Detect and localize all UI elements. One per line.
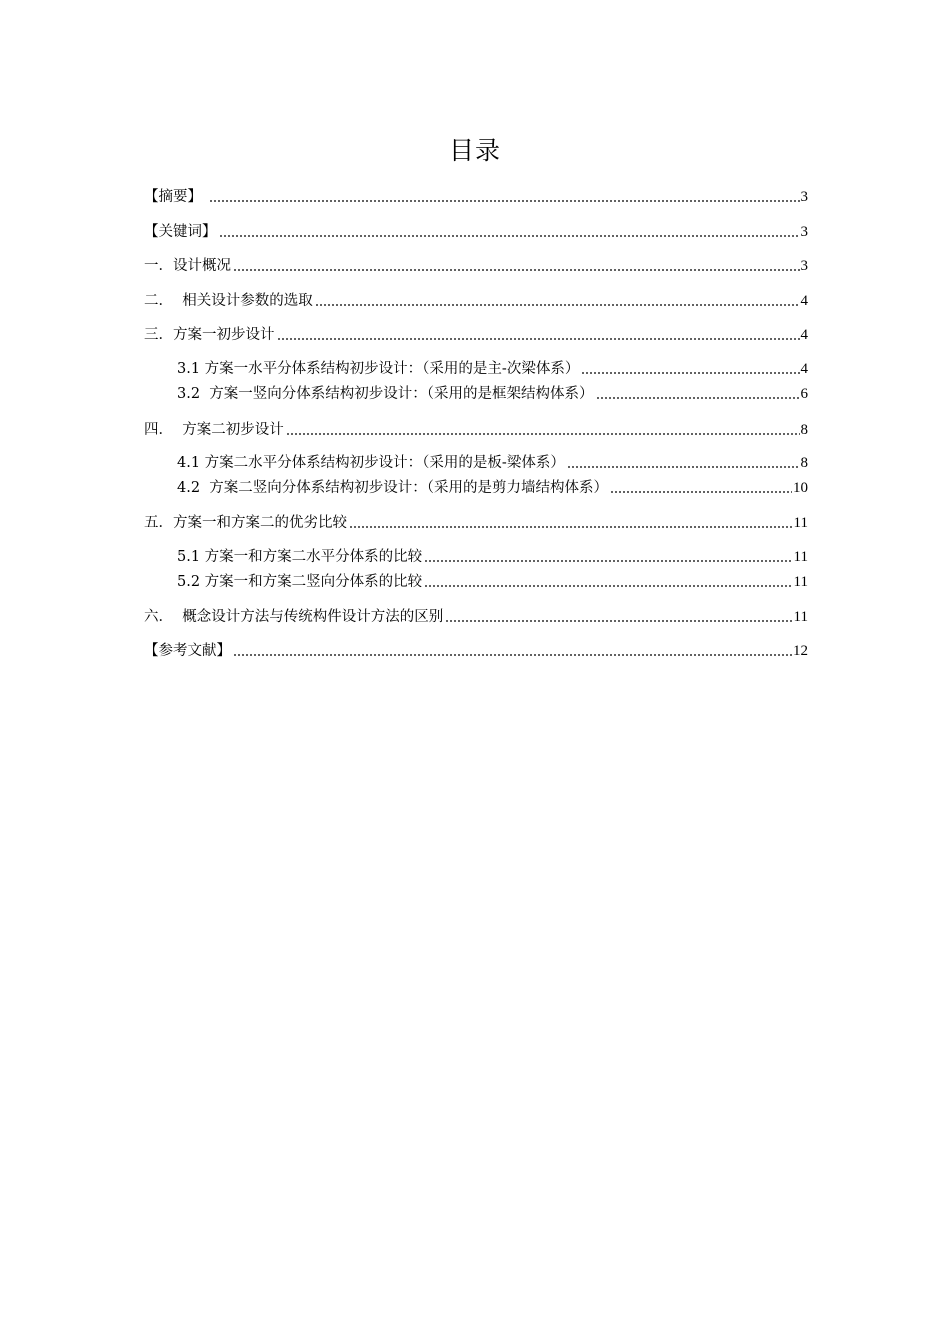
dot-leader: [219, 234, 800, 238]
toc-entry-label: 一．设计概况: [144, 258, 231, 274]
toc-entry-label: 四． 方案二初步设计: [144, 422, 284, 438]
toc-entry-label: 4.2 方案二竖向分体系结构初步设计：（采用的是剪力墙结构体系）: [177, 480, 609, 496]
toc-entry-section-3[interactable]: [144, 323, 808, 345]
dot-leader: [581, 371, 799, 375]
dot-leader: [277, 337, 800, 341]
toc-entry-label: 六． 概念设计方法与传统构件设计方法的区别: [144, 609, 444, 625]
toc-entry-page: 3: [800, 258, 808, 274]
toc-entry-label: 【摘要】: [144, 189, 207, 205]
toc-entry-page: 12: [793, 643, 808, 659]
toc-entry-label: 三．方案一初步设计: [144, 327, 275, 343]
dot-leader: [424, 559, 792, 563]
toc-entry-label: 【关键词】: [144, 224, 217, 240]
toc-entry-page: 4: [800, 361, 808, 377]
toc-entry-page: 3: [800, 224, 808, 240]
toc-entry-label: 3.2 方案一竖向分体系结构初步设计：（采用的是框架结构体系）: [177, 386, 594, 402]
toc-entry-section-3-1[interactable]: [177, 357, 808, 379]
toc-entry-page: 6: [800, 386, 808, 402]
dot-leader: [445, 619, 792, 623]
dot-leader: [315, 303, 800, 307]
toc-entry-page: 11: [793, 515, 808, 531]
dot-leader: [610, 490, 792, 494]
dot-leader: [286, 432, 800, 436]
toc-entry-section-4[interactable]: [144, 418, 808, 440]
toc-entry-section-4-2[interactable]: [177, 476, 808, 498]
toc-entry-label: 五．方案一和方案二的优劣比较: [144, 515, 347, 531]
toc-entry-section-5-1[interactable]: [177, 545, 808, 567]
toc-entry-label: 3.1 方案一水平分体系结构初步设计：（采用的是主-次梁体系）: [177, 361, 580, 377]
dot-leader: [233, 653, 792, 657]
toc-entry-section-3-2[interactable]: [177, 382, 808, 404]
dot-leader: [424, 584, 792, 588]
toc-entry-page: 4: [800, 327, 808, 343]
toc-entry-page: 10: [793, 480, 808, 496]
toc-entry-label: 【参考文献】: [144, 643, 231, 659]
toc-entry-section-5[interactable]: [144, 511, 808, 533]
toc-entry-page: 11: [793, 574, 808, 590]
toc-entry-page: 3: [800, 189, 808, 205]
dot-leader: [567, 465, 800, 469]
toc-title: 目录: [448, 136, 501, 165]
toc-entry-section-5-2[interactable]: [177, 570, 808, 592]
toc-entry-label: 二． 相关设计参数的选取: [144, 293, 313, 309]
toc-entry-page: 4: [800, 293, 808, 309]
toc-entry-section-4-1[interactable]: [177, 451, 808, 473]
toc-entry-section-6[interactable]: [144, 605, 808, 627]
toc-entry-abstract[interactable]: [144, 185, 808, 207]
toc-entry-section-1[interactable]: [144, 254, 808, 276]
toc-entry-label: 5.1 方案一和方案二水平分体系的比较: [177, 549, 423, 565]
toc-entry-section-2[interactable]: [144, 289, 808, 311]
toc-entry-page: 8: [800, 422, 808, 438]
toc-entry-page: 11: [793, 549, 808, 565]
toc-entry-page: 11: [793, 609, 808, 625]
dot-leader: [349, 525, 793, 529]
toc-entry-keywords[interactable]: [144, 220, 808, 242]
toc-entry-references[interactable]: [144, 639, 808, 661]
toc-entry-label: 4.1 方案二水平分体系结构初步设计：（采用的是板-梁体系）: [177, 455, 565, 471]
dot-leader: [596, 396, 800, 400]
dot-leader: [233, 268, 800, 272]
dot-leader: [209, 199, 800, 203]
toc-entry-page: 8: [800, 455, 808, 471]
toc-entry-label: 5.2 方案一和方案二竖向分体系的比较: [177, 574, 423, 590]
